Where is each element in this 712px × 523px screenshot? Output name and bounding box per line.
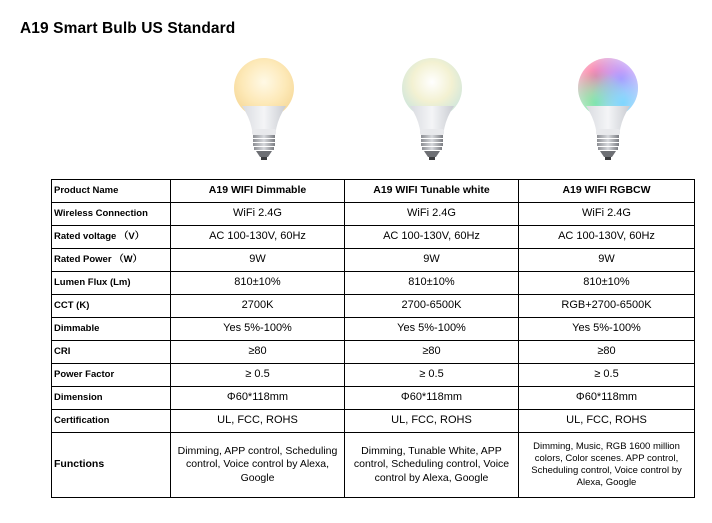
- table-cell: UL, FCC, ROHS: [171, 410, 345, 433]
- table-cell: ≥80: [519, 341, 695, 364]
- table-cell: 9W: [345, 249, 519, 272]
- table-cell: 2700K: [171, 295, 345, 318]
- table-cell: Φ60*118mm: [171, 387, 345, 410]
- row-label: Dimmable: [52, 318, 171, 341]
- row-label: Lumen Flux (Lm): [52, 272, 171, 295]
- column-header: A19 WIFI Tunable white: [345, 180, 519, 203]
- table-cell: 810±10%: [345, 272, 519, 295]
- page-title: A19 Smart Bulb US Standard: [20, 20, 236, 37]
- table-header-row: [52, 180, 695, 203]
- table-cell: ≥ 0.5: [345, 364, 519, 387]
- table-row: [52, 249, 695, 272]
- table-cell: UL, FCC, ROHS: [345, 410, 519, 433]
- table-row-functions: [52, 433, 695, 498]
- table-row: [52, 318, 695, 341]
- table-cell: ≥80: [171, 341, 345, 364]
- table-cell: ≥ 0.5: [519, 364, 695, 387]
- table-cell: AC 100-130V, 60Hz: [171, 226, 345, 249]
- table-cell: 9W: [171, 249, 345, 272]
- table-row: [52, 410, 695, 433]
- table-cell: WiFi 2.4G: [171, 203, 345, 226]
- table-cell: WiFi 2.4G: [345, 203, 519, 226]
- row-label: Rated voltage （V）: [52, 226, 171, 249]
- row-label: Certification: [52, 410, 171, 433]
- column-header: A19 WIFI RGBCW: [519, 180, 695, 203]
- row-label: Dimension: [52, 387, 171, 410]
- table-cell: WiFi 2.4G: [519, 203, 695, 226]
- table-cell: Φ60*118mm: [345, 387, 519, 410]
- table-cell: Yes 5%-100%: [171, 318, 345, 341]
- table-cell: 810±10%: [171, 272, 345, 295]
- tunable-white-bulb-icon: [396, 56, 468, 168]
- column-header: A19 WIFI Dimmable: [171, 180, 345, 203]
- row-label: Rated Power （W）: [52, 249, 171, 272]
- table-cell: AC 100-130V, 60Hz: [345, 226, 519, 249]
- warm-white-bulb-icon: [228, 56, 300, 168]
- table-row: [52, 295, 695, 318]
- table-cell: Yes 5%-100%: [345, 318, 519, 341]
- table-cell: Dimming, Tunable White, APP control, Scheduling control, Voice control by Alexa, Google: [345, 433, 519, 498]
- table-row: [52, 203, 695, 226]
- table-row: [52, 341, 695, 364]
- rgb-bulb-icon: [572, 56, 644, 168]
- row-label: Wireless Connection: [52, 203, 171, 226]
- table-cell: Φ60*118mm: [519, 387, 695, 410]
- table-cell: UL, FCC, ROHS: [519, 410, 695, 433]
- table-cell: Yes 5%-100%: [519, 318, 695, 341]
- spec-table: [51, 179, 695, 498]
- table-cell: 9W: [519, 249, 695, 272]
- table-row: [52, 364, 695, 387]
- table-row: [52, 272, 695, 295]
- row-label: CRI: [52, 341, 171, 364]
- table-cell: 810±10%: [519, 272, 695, 295]
- row-label: Power Factor: [52, 364, 171, 387]
- row-label: CCT (K): [52, 295, 171, 318]
- table-row: [52, 387, 695, 410]
- table-row: [52, 226, 695, 249]
- table-cell: RGB+2700-6500K: [519, 295, 695, 318]
- table-cell: 2700-6500K: [345, 295, 519, 318]
- table-cell: ≥80: [345, 341, 519, 364]
- row-label: Product Name: [52, 180, 171, 203]
- table-cell: Dimming, APP control, Scheduling control, Voice control by Alexa, Google: [171, 433, 345, 498]
- table-cell: Dimming, Music, RGB 1600 million colors, Color scenes. APP control, Scheduling control, Voice control by Alexa, Google: [519, 433, 695, 498]
- table-cell: AC 100-130V, 60Hz: [519, 226, 695, 249]
- table-cell: ≥ 0.5: [171, 364, 345, 387]
- row-label: Functions: [52, 433, 171, 498]
